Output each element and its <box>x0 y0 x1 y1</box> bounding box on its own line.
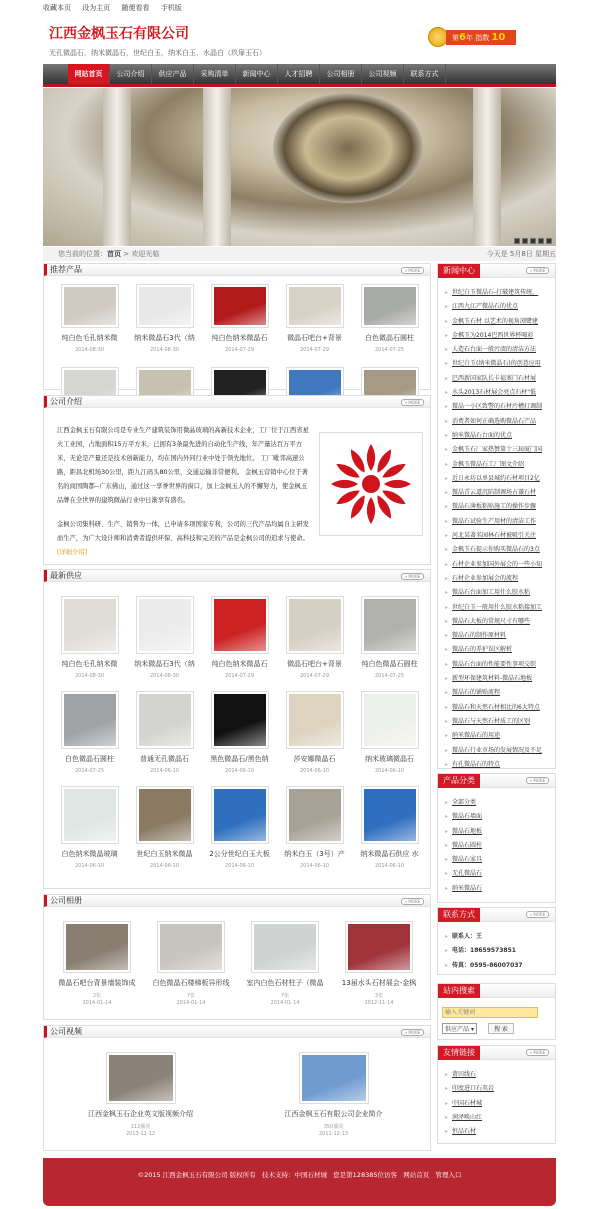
thumbnail-image[interactable] <box>286 691 344 749</box>
more-button[interactable]: » MORE <box>401 573 424 580</box>
item-date: 2014-08-30 <box>74 673 105 679</box>
banner-dot[interactable] <box>522 238 528 244</box>
news-item[interactable]: ▸ 金枫玉为2014巴西世界杯喝彩 <box>445 329 555 343</box>
news-item[interactable]: ▸ 纳米微晶石的用途 <box>445 729 555 743</box>
membership-badge <box>428 27 524 53</box>
item-date: 2014-07-25 <box>374 347 405 353</box>
banner-image <box>43 88 556 246</box>
section-title: 最新供应 <box>50 571 82 580</box>
news-item[interactable]: ▸ 微晶石台面的性能要性事项交织 <box>445 658 555 672</box>
contact-section <box>437 907 556 975</box>
item-count: 7张 <box>280 993 290 999</box>
product-card[interactable] <box>52 691 127 774</box>
badge-year: 6 <box>459 32 466 43</box>
news-item[interactable]: ▸ 有孔微晶石的特点 <box>445 758 555 772</box>
recommended-section <box>43 263 431 390</box>
news-item[interactable]: ▸ 微晶石薄板粘贴施工的操作步骤 <box>445 500 555 514</box>
thumbnail-image[interactable] <box>361 284 419 328</box>
categories-item[interactable]: ▸ 全部分类 <box>445 796 555 810</box>
links-item[interactable]: ▸ 润泽唤山红 <box>445 1111 555 1125</box>
product-card[interactable] <box>127 284 202 353</box>
item-date: 2014-01-14 <box>176 1000 206 1006</box>
news-item[interactable]: ▸ 石材企业参加展会的流程 <box>445 572 555 586</box>
date-text: 今天是 5月8日 星期五 <box>486 250 556 258</box>
item-title[interactable]: 江西金枫玉石企业英文版视频介绍 <box>88 1110 193 1118</box>
thumbnail-image[interactable] <box>61 786 119 844</box>
breadcrumb-prefix: 您当前的位置： <box>58 250 107 258</box>
news-item[interactable]: ▸ 微晶石的铺贴流程 <box>445 686 555 700</box>
thumbnail-image[interactable] <box>286 284 344 328</box>
breadcrumb-sep: > <box>121 250 132 258</box>
nav-item-4[interactable]: 新闻中心 <box>236 64 278 84</box>
more-button[interactable]: » MORE <box>401 399 424 406</box>
item-title[interactable]: 纯白色纳米微晶石 <box>211 334 268 342</box>
banner-dot[interactable] <box>514 238 520 244</box>
item-title[interactable]: 纯白色毛孔纳米微 <box>61 334 118 342</box>
links-section <box>437 1045 556 1144</box>
thumbnail-image[interactable] <box>361 786 419 844</box>
item-title[interactable]: 白色微晶石圆柱 <box>365 334 414 342</box>
item-date: 2014-06-10 <box>299 768 330 774</box>
thumbnail-image[interactable] <box>211 691 269 749</box>
breadcrumb-home[interactable]: 首页 <box>107 250 121 258</box>
item-title[interactable]: 微晶石吧台+背景 <box>287 334 342 342</box>
section-title: 新闻中心 <box>438 264 480 278</box>
item-title[interactable]: 纳米玻璃微晶石 <box>365 755 414 763</box>
main-nav <box>43 64 556 87</box>
item-date: 2012-11-14 <box>364 1000 394 1006</box>
news-item[interactable]: ▸ 消费者如何正确选购微晶石产品 <box>445 415 555 429</box>
item-date: 2014-06-10 <box>224 863 255 869</box>
more-button[interactable]: » MORE <box>526 267 549 274</box>
product-card[interactable] <box>52 596 127 679</box>
news-item[interactable]: ▸ 金枫玉石厂家热赞第十三届厦门国 <box>445 443 555 457</box>
nav-item-2[interactable]: 供应产品 <box>152 64 194 84</box>
item-date: 2014-07-25 <box>374 673 405 679</box>
badge-index-label: 指数 <box>475 34 490 42</box>
banner-dot[interactable] <box>530 238 536 244</box>
item-count: 2张 <box>92 993 102 999</box>
banner-pager <box>514 238 552 244</box>
select-value: 供应产品 <box>445 1026 470 1033</box>
item-title[interactable]: 2公分世纪白玉大板 <box>209 850 270 858</box>
news-item[interactable]: ▸ 微晶石的制作原材料 <box>445 629 555 643</box>
product-card[interactable] <box>52 284 127 353</box>
news-item[interactable]: ▸ 石材企业参加国外展会的一些小知 <box>445 558 555 572</box>
item-date: 2014-01-14 <box>82 1000 112 1006</box>
more-button[interactable]: » MORE <box>401 898 424 905</box>
section-title: 联系方式 <box>438 908 480 922</box>
item-count: 7张 <box>186 993 196 999</box>
news-item[interactable]: ▸ 近日永坊以单县城约石材项目2亿 <box>445 472 555 486</box>
item-date: 2014-07-29 <box>224 673 255 679</box>
links-item[interactable]: ▸ 印度进口石英岩 <box>445 1082 555 1096</box>
product-card[interactable] <box>352 786 427 869</box>
nav-item-5[interactable]: 人才招聘 <box>278 64 320 84</box>
links-item[interactable]: ▸ 恒品石材 <box>445 1125 555 1139</box>
more-button[interactable]: » MORE <box>526 911 549 918</box>
item-date: 2013-11-12 <box>125 1131 156 1137</box>
more-button[interactable]: » MORE <box>401 267 424 274</box>
categories-item[interactable]: ▸ 微晶石圆柱 <box>445 839 555 853</box>
nav-item-6[interactable]: 公司相册 <box>320 64 362 84</box>
product-card[interactable] <box>352 691 427 774</box>
product-card[interactable] <box>277 596 352 679</box>
news-item[interactable]: ▸ 微晶石大板的常规尺寸有哪些 <box>445 615 555 629</box>
search-button[interactable]: 搜 索 <box>488 1023 514 1034</box>
nav-item-0[interactable]: 网站首页 <box>68 64 110 84</box>
news-item[interactable]: ▸ 微晶石试验生产用材的清洁工作 <box>445 515 555 529</box>
news-item[interactable]: ▸ 金枫玉石材 以艺术的视角浏鹭建 <box>445 315 555 329</box>
item-title[interactable]: 纯白色纳米微晶石 <box>211 660 268 668</box>
product-card[interactable] <box>238 921 332 1006</box>
item-title[interactable]: 黑色微晶石/黑色纳 <box>210 755 269 763</box>
item-title[interactable]: 纯白色毛孔纳米微 <box>61 660 118 668</box>
item-title[interactable]: 纳米微晶石3代（纳 <box>134 334 195 342</box>
mobile-link[interactable]: 手机版 <box>160 4 182 12</box>
news-item[interactable]: ▸ 微晶青云道沉陷制调场占谦石材 <box>445 486 555 500</box>
footer <box>43 1158 556 1206</box>
search-category-select[interactable] <box>442 1023 477 1034</box>
product-card[interactable] <box>352 284 427 353</box>
item-title[interactable]: 白色微晶石圆柱 <box>65 755 114 763</box>
product-card[interactable] <box>332 921 426 1006</box>
item-date: 2014-07-29 <box>299 673 330 679</box>
item-date: 2014-08-30 <box>149 347 180 353</box>
contact-item: ▸ 联系人：王 <box>445 930 555 944</box>
footer-visitors: 您是第128385位访客 <box>333 1171 397 1179</box>
product-card[interactable] <box>44 1052 237 1137</box>
item-title[interactable]: 纳米微晶石3代（纳 <box>134 660 195 668</box>
more-button[interactable]: » MORE <box>526 1049 549 1056</box>
section-title: 友情链接 <box>438 1046 480 1060</box>
item-title[interactable]: 13届水头石材展会-金枫 <box>341 979 417 987</box>
thumbnail-image[interactable] <box>361 596 419 654</box>
item-date: 2014-07-29 <box>224 347 255 353</box>
item-title[interactable]: 微晶石吧台+背景 <box>287 660 342 668</box>
thumbnail-image[interactable] <box>211 596 269 654</box>
product-card[interactable] <box>144 921 238 1006</box>
thumbnail-image[interactable] <box>61 691 119 749</box>
product-card[interactable] <box>202 596 277 679</box>
item-title[interactable]: 普通无孔微晶石 <box>140 755 189 763</box>
item-date: 2014-01-14 <box>270 1000 300 1006</box>
item-date: 2014-06-10 <box>149 863 180 869</box>
categories-item[interactable]: ▸ 纳米微晶石 <box>445 882 555 896</box>
search-section <box>437 983 556 1040</box>
item-date: 2014-08-30 <box>74 347 105 353</box>
product-card[interactable] <box>277 786 352 869</box>
section-title: 站内搜索 <box>438 984 480 998</box>
item-date: 2014-06-10 <box>374 863 405 869</box>
thumbnail-image[interactable] <box>106 1052 176 1104</box>
badge-text: 年 <box>465 34 473 42</box>
categories-item[interactable]: ▸ 无孔微晶石 <box>445 867 555 881</box>
item-title[interactable]: 微晶石吧台背景墙装饰成 <box>58 979 136 987</box>
product-card[interactable] <box>237 1052 430 1137</box>
product-card[interactable] <box>202 786 277 869</box>
intro-text <box>57 424 310 560</box>
item-date: 2014-06-10 <box>224 768 255 774</box>
supply-section <box>43 569 431 889</box>
section-title: 公司介绍 <box>50 397 82 406</box>
news-item[interactable]: ▸ 微晶石和天然石材相比的6大特点 <box>445 701 555 715</box>
footer-support[interactable]: 技术支持：中国石材城 <box>261 1171 327 1179</box>
categories-item[interactable]: ▸ 微晶石地板 <box>445 825 555 839</box>
product-card[interactable] <box>202 284 277 353</box>
news-item[interactable]: ▸ 巴西新国家队长卡福塞门石材展 <box>445 372 555 386</box>
nav-item-3[interactable]: 采购清单 <box>194 64 236 84</box>
news-item[interactable]: ▸ 人造石台面一般污渍的清洁方法 <box>445 343 555 357</box>
product-card[interactable] <box>202 691 277 774</box>
badge-index: 10 <box>491 32 506 43</box>
item-date: 2014-06-10 <box>299 863 330 869</box>
news-item[interactable]: ▸ 微晶石台面加工用什么胶水粘 <box>445 586 555 600</box>
video-section <box>43 1025 431 1151</box>
breadcrumb-current: 欢迎光临 <box>131 250 160 258</box>
bookmark-link[interactable]: 收藏本页 <box>43 4 71 12</box>
news-item[interactable]: ▸ 微晶一小区致警的石材污槽打调制 <box>445 400 555 414</box>
badge-text: 第 <box>452 34 459 42</box>
breadcrumb <box>43 247 556 261</box>
links-item[interactable]: ▸ 中国石材城 <box>445 1097 555 1111</box>
album-section <box>43 894 431 1020</box>
section-title: 公司视频 <box>50 1027 82 1036</box>
contact-item: ▸ 传真：0595-86007037 <box>445 959 555 973</box>
product-card[interactable] <box>127 786 202 869</box>
company-name: 江西金枫玉石有限公司 <box>49 26 189 42</box>
news-item[interactable]: ▸ 世纪白玉(纳米微晶石)的创意应用 <box>445 357 555 371</box>
product-card[interactable] <box>277 691 352 774</box>
random-link[interactable]: 随便看看 <box>121 4 150 12</box>
product-card[interactable] <box>50 921 144 1006</box>
item-title[interactable]: 莎安娜微晶石 <box>293 755 336 763</box>
item-date: 2014-06-10 <box>74 863 105 869</box>
item-title[interactable]: 纳米白玉（3号）产 <box>284 850 345 858</box>
product-card[interactable] <box>352 596 427 679</box>
item-count: 350播放 <box>323 1124 344 1130</box>
item-date: 2014-06-10 <box>374 768 405 774</box>
section-title: 公司相册 <box>50 896 82 905</box>
item-title[interactable]: 白色微晶石楼梯板异形线 <box>152 979 230 987</box>
thumbnail-image[interactable] <box>157 921 225 973</box>
news-section <box>437 263 556 769</box>
more-button[interactable]: » MORE <box>401 1029 424 1036</box>
item-date: 2014-07-25 <box>74 768 105 774</box>
medal-icon <box>428 27 448 47</box>
news-item[interactable]: ▸ 新型环保建筑材料-微晶石地板 <box>445 672 555 686</box>
item-count: 112播放 <box>130 1124 151 1130</box>
thumbnail-image[interactable] <box>211 786 269 844</box>
contact-item: ▸ 电话：18659573851 <box>445 944 555 958</box>
links-item[interactable]: ▸ 莆田线石 <box>445 1068 555 1082</box>
slogan: 无孔微晶石，纳米微晶石，世纪白玉，纳米白玉，水晶白（玖扉玉石） <box>49 49 266 57</box>
thumbnail-image[interactable] <box>63 921 131 973</box>
thumbnail-image[interactable] <box>286 596 344 654</box>
nav-item-7[interactable]: 公司视频 <box>362 64 404 84</box>
thumbnail-image[interactable] <box>61 284 119 328</box>
item-date: 2014-08-30 <box>149 673 180 679</box>
news-item[interactable]: ▸ 世纪白玉微晶石-打破建筑传统， <box>445 286 555 300</box>
banner-dot[interactable] <box>538 238 544 244</box>
news-item[interactable]: ▸ 江西九江产微晶石的优点 <box>445 300 555 314</box>
item-date: 2011-12-13 <box>318 1131 349 1137</box>
thumbnail-image[interactable] <box>251 921 319 973</box>
news-item[interactable]: ▸ 金枫玉石提示你购买微晶石的3点 <box>445 543 555 557</box>
thumbnail-image[interactable] <box>136 786 194 844</box>
chevron-down-icon: ▾ <box>470 1026 474 1033</box>
thumbnail-image[interactable] <box>299 1052 369 1104</box>
news-item[interactable]: ▸ 世纪白玉一般用什么胶水粘接加工 <box>445 601 555 615</box>
search-input[interactable] <box>442 1007 538 1018</box>
categories-item[interactable]: ▸ 微晶石家具 <box>445 853 555 867</box>
thumbnail-image[interactable] <box>136 596 194 654</box>
intro-paragraph: 江西金枫玉石有限公司是专业生产建筑装饰用微晶玻璃的高新技术企业，工厂位于江西省星火工业园，占地面积15万平方米，已拥有3条最先进的自动化生产线，年产量达百万平方米，无论是产量还是技术创新能力，均在国内外同行业中处于领先地位。 工厂毗邻高速公路，距昌北机场30公里，距九江码头80公里，交通运输非常便利。 金枫玉营销中心位于著名的商国陶都--广东佛山，通过这一享誉世界的窗口，加上金枫玉人的不懈努力，使金枫玉品牌在全世界的建筑微晶行业中日渐享有盛名。 <box>57 427 309 504</box>
product-card[interactable] <box>127 596 202 679</box>
product-card[interactable] <box>127 691 202 774</box>
top-links <box>43 3 191 13</box>
category-section <box>437 773 556 903</box>
item-title[interactable]: 室内白色石材柱子（微晶 <box>246 979 324 987</box>
item-title[interactable]: 江西金枫玉石有限公司企业简介 <box>284 1110 383 1118</box>
thumbnail-image[interactable] <box>136 691 194 749</box>
detail-link[interactable]: [详细介绍] <box>57 549 88 556</box>
thumbnail-image[interactable] <box>286 786 344 844</box>
news-item[interactable]: ▸ 微晶石行业市场的发展情况及不足 <box>445 744 555 758</box>
product-card[interactable] <box>52 786 127 869</box>
nav-item-1[interactable]: 公司介绍 <box>110 64 152 84</box>
intro-paragraph: 金枫公司集科研、生产、销售为一体，已申请多项国家专利，公司的三代产品均属自主研发而生产，为广大设计师和消费者提供环保、高科技和完美的产品是金枫公司的追求与使命。 <box>57 521 309 542</box>
item-title[interactable]: 世纪白玉纳米微晶 <box>136 850 193 858</box>
item-date: 2014-07-29 <box>299 347 330 353</box>
footer-copyright: ©2015 江西金枫玉石有限公司 版权所有 <box>137 1171 256 1179</box>
footer-home-link[interactable]: 网站首页 <box>403 1171 430 1179</box>
thumbnail-image[interactable] <box>361 691 419 749</box>
news-item[interactable]: ▸ 微晶石与天然石材质工的区别 <box>445 715 555 729</box>
item-count: 3张 <box>374 993 384 999</box>
product-card[interactable] <box>277 284 352 353</box>
set-homepage-link[interactable]: 设为主页 <box>82 4 111 12</box>
item-title[interactable]: 白色纳米微晶玻璃 <box>61 850 118 858</box>
thumbnail-image[interactable] <box>345 921 413 973</box>
thumbnail-image[interactable] <box>136 284 194 328</box>
company-logo <box>319 432 423 536</box>
item-title[interactable]: 纯白色微晶石圆柱 <box>361 660 418 668</box>
news-item[interactable]: ▸ 水头2013石材展会亮点石材"低 <box>445 386 555 400</box>
section-title: 产品分类 <box>438 774 480 788</box>
section-title: 推荐产品 <box>50 265 82 274</box>
news-item[interactable]: ▸ 金枫玉微晶石工厂图文介绍 <box>445 458 555 472</box>
categories-item[interactable]: ▸ 微晶石墙面 <box>445 810 555 824</box>
intro-section <box>43 395 431 565</box>
footer-admin-link[interactable]: 管理入口 <box>435 1171 462 1179</box>
news-item[interactable]: ▸ 纳米微晶石台面的优点 <box>445 429 555 443</box>
news-item[interactable]: ▸ 河北某著名园林石材被吸引关注 <box>445 529 555 543</box>
banner-dot[interactable] <box>546 238 552 244</box>
item-title[interactable]: 纳米微晶石供应 水 <box>360 850 419 858</box>
thumbnail-image[interactable] <box>211 284 269 328</box>
news-item[interactable]: ▸ 微晶石的养护误区解析 <box>445 643 555 657</box>
nav-item-8[interactable]: 联系方式 <box>404 64 446 84</box>
thumbnail-image[interactable] <box>61 596 119 654</box>
item-date: 2014-06-10 <box>149 768 180 774</box>
more-button[interactable]: » MORE <box>526 777 549 784</box>
